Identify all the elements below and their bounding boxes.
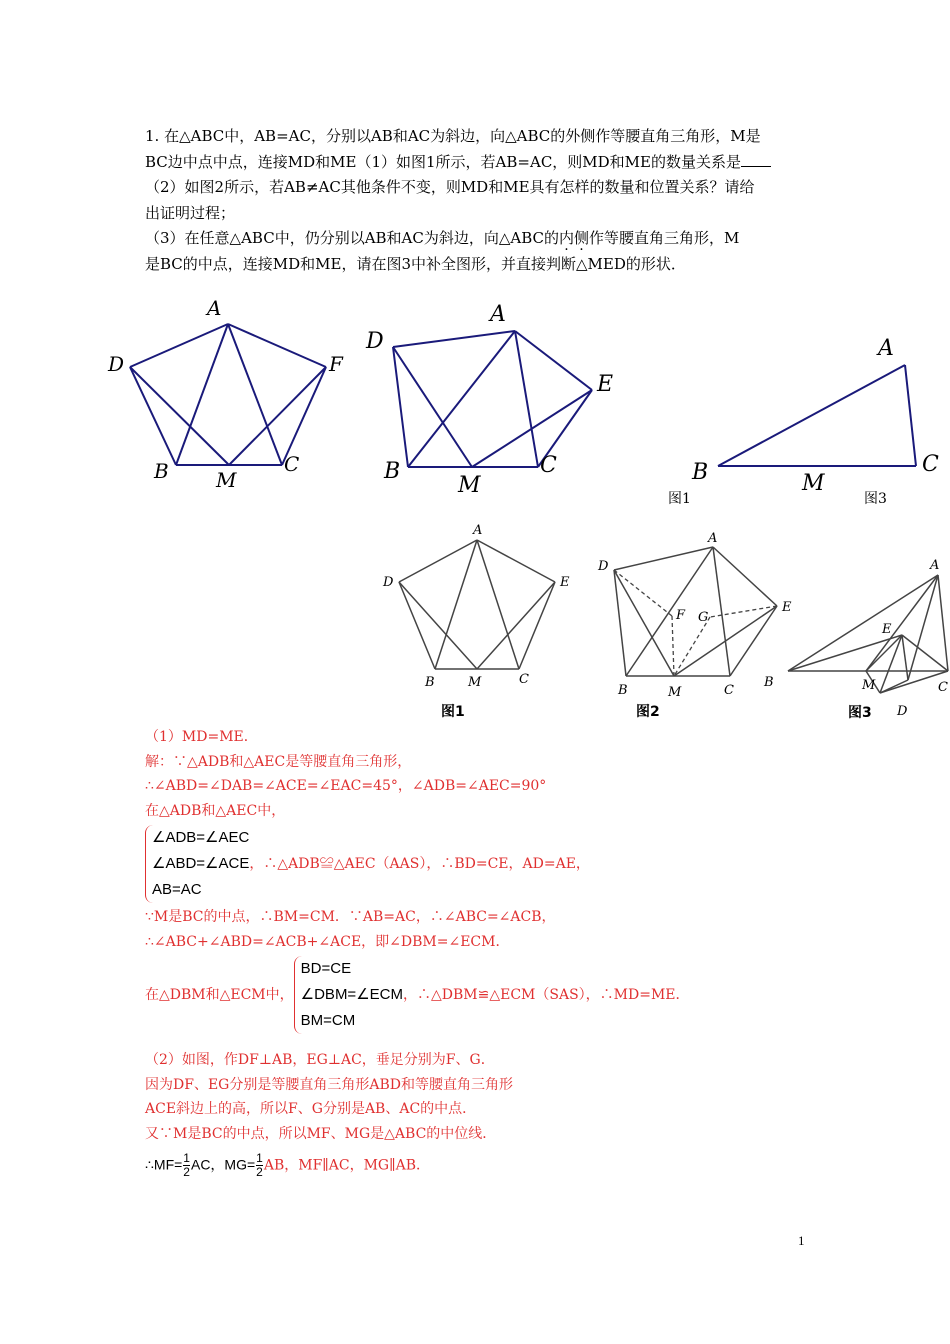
solution-part-2 [145,1048,513,1179]
sys2-line-1: BD=CE [300,960,352,977]
caption-bottom-1: 图1 [441,704,465,720]
problem-line-4: 出证明过程； [145,203,236,222]
label-M: M [458,473,481,498]
sol-p1-l4: ∵M是BC的中点，∴BM=CM．∵AB=AC，∴∠ABC=∠ACB， [145,909,556,925]
label-D: D [108,352,125,376]
frac-den-2: 2 [256,1165,263,1179]
sol-p1-l1: 解：∵△ADB和△AEC是等腰直角三角形， [145,753,412,770]
sys1-line-3: AB=AC [152,881,202,898]
label-E: E [560,575,570,590]
sol-p2-l5-b: AC，MG= [190,1156,256,1173]
label-M: M [862,678,876,693]
caption-fig3: 图3 [864,491,887,507]
label-A: A [490,302,506,327]
equation-system-2 [294,956,403,1034]
label-C: C [724,683,734,698]
label-M: M [468,675,482,690]
sol-p2-l5 [145,1152,513,1179]
frac-num: 1 [183,1151,190,1165]
top-figure-2 [360,300,630,500]
answer-blank [741,152,771,167]
label-C: C [922,452,939,477]
sol-system-2-row [145,956,690,1034]
label-E: E [782,600,792,615]
label-E: E [597,372,614,397]
sol-p2-l3: ACE斜边上的高，所以F、G分别是AB、AC的中点． [145,1101,477,1117]
sys1-line-2: ∠ABD=∠ACE [152,855,250,872]
label-C: C [284,452,300,476]
sys2-line-3: BM=CM [300,1012,356,1029]
problem-line-6: 是BC的中点，连接MD和ME，请在图3中补全图形，并直接判断△MED的形状． [145,254,686,273]
sol-p1-l3: 在△ADB和△AEC中， [145,802,286,819]
label-B: B [384,459,401,484]
sol-p2-l1: （2）如图，作DF⊥AB，EG⊥AC，垂足分别为F、G． [145,1052,495,1068]
problem-line-5d: 作等腰直角三角形，M [589,229,740,247]
bottom-figure-1 [375,520,580,725]
sys2-head: 在△DBM和△ECM中， [145,987,294,1003]
label-F: F [676,608,686,623]
solution-part-1 [145,725,690,1036]
sys1-conclusion: ，∴△ADB≌△AEC（AAS），∴BD=CE，AD=AE， [249,856,590,872]
sol-p1-l5: ∴∠ABC+∠ABD=∠ACB+∠ACE，即∠DBM=∠ECM． [145,933,510,950]
label-C: C [519,672,529,687]
frac-num-2: 1 [256,1151,263,1165]
sol-p2-l2: 因为DF、EG分别是等腰直角三角形ABD和等腰直角三角形 [145,1076,513,1093]
label-B: B [425,675,435,690]
sys2-line-2: ∠DBM=∠ECM [300,986,403,1003]
sol-system-1-row [145,825,690,903]
fraction-one-half-2 [256,1152,263,1179]
label-B: B [618,683,628,698]
emphasis-char-side: 侧 [574,229,590,247]
label-A: A [473,523,483,538]
label-A: A [930,558,940,573]
label-C: C [938,680,948,695]
emphasis-char-inner: 内 [559,229,575,247]
label-B: B [764,675,774,690]
label-M: M [668,685,682,700]
label-B: B [154,459,169,483]
label-D: D [897,704,908,719]
label-F: F [329,352,343,376]
sol-p1-l2: ∴∠ABD=∠DAB=∠ACE=∠EAC=45°，∠ADB=∠AEC=90° [145,778,547,794]
frac-den: 2 [183,1165,190,1179]
caption-fig1: 图1 [668,491,691,507]
problem-line-5 [145,226,815,252]
bottom-figure-3 [760,555,950,745]
label-A: A [207,296,222,320]
label-M: M [802,471,825,496]
problem-statement [145,124,815,277]
label-A: A [878,336,894,361]
label-M: M [216,468,237,492]
label-B: B [692,460,709,485]
fraction-one-half [183,1152,190,1179]
caption-bottom-2: 图2 [636,704,660,720]
page-number: 1 [798,1233,805,1248]
top-figure-1 [100,295,350,495]
label-A: A [708,531,718,546]
problem-line-5a: （3）在任意△ABC中，仍分别以AB和AC为斜边，向△ABC的 [145,229,560,247]
sys2-conclusion: ，∴△DBM≌△ECM（SAS），∴MD=ME． [402,987,690,1003]
equation-system-1 [145,825,249,903]
label-E: E [882,622,892,637]
problem-line-3: （2）如图2所示，若AB≠AC其他条件不变，则MD和ME具有怎样的数量和位置关系？请给 [145,178,755,196]
caption-bottom-3: 图3 [848,705,872,721]
top-figure-3 [660,330,950,510]
problem-line-2-text: BC边中点中点，连接MD和ME（1）如图1所示，若AB=AC，则MD和ME的数量关系是 [145,152,741,171]
sol-p1-title: （1）MD=ME． [145,729,258,745]
label-D: D [383,575,394,590]
problem-line-2 [145,150,815,176]
problem-line-1: 1. 在△ABC中，AB=AC，分别以AB和AC为斜边，向△ABC的外侧作等腰直角三角形，M是 [145,127,761,145]
label-G: G [698,610,709,625]
sol-p2-l5-c: AB，MF∥AC，MG∥AB． [263,1157,430,1174]
sol-p2-l4: 又∵M是BC的中点，所以MF、MG是△ABC的中位线． [145,1125,497,1142]
sys1-line-1: ∠ADB=∠AEC [152,829,250,846]
label-D: D [366,329,384,354]
label-C: C [540,453,557,478]
sol-p2-l5-a: ∴MF= [145,1156,183,1173]
label-D: D [598,559,609,574]
